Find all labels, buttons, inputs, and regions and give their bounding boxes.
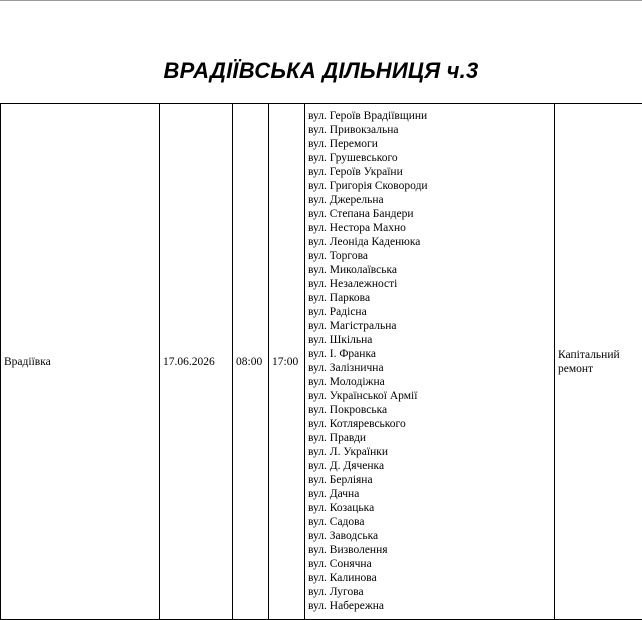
street-item: вул. Степана Бандери: [308, 207, 551, 221]
street-item: вул. Молодіжна: [308, 375, 551, 389]
street-item: вул. Набережна: [308, 599, 551, 613]
streets-cell: [305, 104, 555, 620]
street-item: вул. Леоніда Каденюка: [308, 235, 551, 249]
street-item: вул. Нестора Махно: [308, 221, 551, 235]
street-item: вул. Садова: [308, 515, 551, 529]
locality-cell: Врадіївка: [1, 104, 160, 620]
street-item: вул. Героїв Врадіївщини: [308, 109, 551, 123]
date-cell: 17.06.2026: [160, 104, 233, 620]
outage-schedule-table: [0, 103, 642, 620]
street-item: вул. Лугова: [308, 585, 551, 599]
street-item: вул. Магістральна: [308, 319, 551, 333]
street-item: вул. Незалежності: [308, 277, 551, 291]
street-item: вул. Дачна: [308, 487, 551, 501]
street-item: вул. Покровська: [308, 403, 551, 417]
street-item: вул. Радісна: [308, 305, 551, 319]
street-item: вул. Шкільна: [308, 333, 551, 347]
street-item: вул. І. Франка: [308, 347, 551, 361]
street-item: вул. Л. Українки: [308, 445, 551, 459]
street-item: вул. Миколаївська: [308, 263, 551, 277]
street-item: вул. Калинова: [308, 571, 551, 585]
street-item: вул. Визволення: [308, 543, 551, 557]
street-item: вул. Джерельна: [308, 193, 551, 207]
street-item: вул. Привокзальна: [308, 123, 551, 137]
street-item: вул. Котляревського: [308, 417, 551, 431]
street-item: вул. Перемоги: [308, 137, 551, 151]
street-list: [308, 109, 551, 613]
street-item: вул. Григорія Сковороди: [308, 179, 551, 193]
work-type-label: Капітальний ремонт: [558, 349, 620, 375]
street-item: вул. Героїв України: [308, 165, 551, 179]
street-item: вул. Заводська: [308, 529, 551, 543]
table-row: [1, 104, 642, 620]
time-from-cell: 08:00: [233, 104, 269, 620]
street-item: вул. Сонячна: [308, 557, 551, 571]
street-item: вул. Української Армії: [308, 389, 551, 403]
street-item: вул. Паркова: [308, 291, 551, 305]
street-item: вул. Торгова: [308, 249, 551, 263]
street-item: вул. Берліяна: [308, 473, 551, 487]
street-item: вул. Правди: [308, 431, 551, 445]
time-to-cell: 17:00: [269, 104, 305, 620]
street-item: вул. Залізнична: [308, 361, 551, 375]
page-top-border: [0, 0, 642, 1]
street-item: вул. Козацька: [308, 501, 551, 515]
work-type-cell: [555, 104, 642, 620]
street-item: вул. Д. Дяченка: [308, 459, 551, 473]
street-item: вул. Грушевського: [308, 151, 551, 165]
page-title: ВРАДІЇВСЬКА ДІЛЬНИЦЯ ч.3: [0, 58, 642, 84]
